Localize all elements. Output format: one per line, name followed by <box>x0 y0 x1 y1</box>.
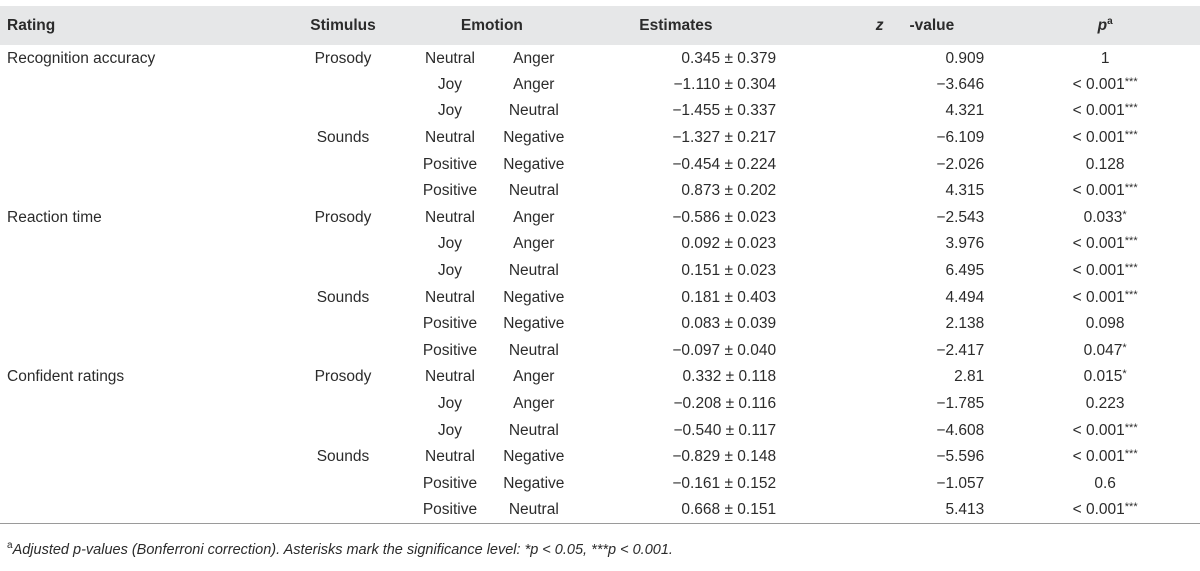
cell-stimulus: Sounds <box>316 448 370 466</box>
cell-stimulus <box>278 98 408 125</box>
cell-z-value-text: −2.026 <box>936 155 985 173</box>
cell-z-value <box>794 391 1010 418</box>
cell-rating-text <box>0 342 7 359</box>
cell-z-value-text: 2.81 <box>954 368 985 386</box>
significance-stars: *** <box>1124 235 1138 248</box>
cell-stimulus <box>278 72 408 99</box>
cell-emotion-1: Joy <box>437 102 463 120</box>
table-row <box>0 151 1200 178</box>
cell-p-value <box>1010 497 1200 524</box>
p-value-text: < 0.001 <box>1072 75 1125 93</box>
significance-stars: *** <box>1124 448 1138 461</box>
p-value-text: 0.6 <box>1094 474 1116 492</box>
cell-emotion-2: Neutral <box>508 262 559 280</box>
cell-stimulus: Sounds <box>316 129 370 147</box>
cell-z-value-text: −3.646 <box>936 75 985 93</box>
cell-z-value-text: 0.909 <box>945 50 985 68</box>
cell-emotion-1: Neutral <box>425 288 475 306</box>
cell-emotion-1: Neutral <box>425 368 475 386</box>
cell-rating-text <box>0 422 7 439</box>
table-row <box>0 45 1200 72</box>
cell-rating-text <box>0 156 7 173</box>
cell-z-value <box>794 471 1010 498</box>
significance-stars: * <box>1122 208 1127 221</box>
table-body <box>0 45 1200 524</box>
cell-emotion-2: Negative <box>503 474 565 492</box>
cell-z-value <box>794 497 1010 524</box>
p-value-text: < 0.001 <box>1072 182 1125 200</box>
header-p-letter: p <box>1097 17 1108 35</box>
cell-estimate: 0.332 ± 0.118 <box>682 368 777 386</box>
cell-emotion-1: Neutral <box>425 208 475 226</box>
cell-rating <box>0 497 278 524</box>
header-emotion: Emotion <box>460 16 523 34</box>
cell-rating-text <box>0 235 7 252</box>
cell-rating-text <box>0 448 7 465</box>
cell-estimate: −1.110 ± 0.304 <box>673 75 777 93</box>
cell-p-value <box>1010 45 1200 72</box>
cell-estimate: −1.455 ± 0.337 <box>672 102 777 120</box>
cell-stimulus <box>278 497 408 524</box>
cell-stimulus <box>278 417 408 444</box>
table-row <box>0 311 1200 338</box>
cell-rating-text <box>0 102 7 119</box>
cell-p-value <box>1010 125 1200 152</box>
cell-emotion-1: Neutral <box>425 50 475 68</box>
cell-stimulus <box>278 231 408 258</box>
cell-z-value <box>794 417 1010 444</box>
cell-rating <box>0 391 278 418</box>
header-z-italic: z <box>875 16 884 34</box>
cell-p-value <box>1010 471 1200 498</box>
cell-emotion-2: Neutral <box>508 102 559 120</box>
cell-rating <box>0 178 278 205</box>
p-value-text: 0.033 <box>1083 208 1123 226</box>
cell-emotion-2: Negative <box>503 155 565 173</box>
table-row <box>0 258 1200 285</box>
cell-emotion-1: Neutral <box>425 448 475 466</box>
cell-z-value <box>794 205 1010 232</box>
cell-z-value-text: −2.543 <box>936 208 985 226</box>
cell-estimate: −0.454 ± 0.224 <box>672 155 777 173</box>
cell-p-value <box>1010 338 1200 365</box>
cell-z-value-text: −1.057 <box>936 474 985 492</box>
cell-stimulus: Prosody <box>314 208 372 226</box>
cell-rating-text <box>0 501 7 518</box>
table-row <box>0 338 1200 365</box>
table-row <box>0 444 1200 471</box>
cell-rating <box>0 231 278 258</box>
cell-rating <box>0 364 278 391</box>
cell-emotion-1: Positive <box>422 155 478 173</box>
cell-estimate: −0.540 ± 0.117 <box>673 421 777 439</box>
cell-z-value <box>794 231 1010 258</box>
cell-emotion-1: Joy <box>437 262 463 280</box>
table-row <box>0 205 1200 232</box>
table-row <box>0 497 1200 524</box>
cell-stimulus <box>278 471 408 498</box>
cell-emotion-2: Anger <box>513 208 555 226</box>
cell-emotion-2: Neutral <box>508 421 559 439</box>
cell-z-value-text: 4.315 <box>945 182 985 200</box>
cell-z-value-text: 2.138 <box>945 315 985 333</box>
cell-z-value <box>794 444 1010 471</box>
cell-z-value-text: −2.417 <box>936 341 985 359</box>
cell-p-value <box>1010 284 1200 311</box>
cell-rating <box>0 72 278 99</box>
cell-p-value <box>1010 151 1200 178</box>
header-z-value <box>794 6 1010 45</box>
cell-emotion-2: Negative <box>503 448 565 466</box>
significance-stars: *** <box>1124 501 1138 514</box>
cell-estimate: 0.181 ± 0.403 <box>681 288 777 306</box>
header-row <box>0 6 1200 45</box>
cell-estimate: −0.097 ± 0.040 <box>672 341 777 359</box>
cell-stimulus <box>278 391 408 418</box>
cell-z-value-text: 3.976 <box>945 235 985 253</box>
cell-z-value-text: 4.321 <box>945 102 985 120</box>
p-value-text: < 0.001 <box>1072 129 1125 147</box>
cell-z-value <box>794 72 1010 99</box>
header-p <box>1010 6 1200 45</box>
table-header <box>0 6 1200 45</box>
cell-z-value <box>794 178 1010 205</box>
p-value-text: 0.015 <box>1083 368 1123 386</box>
table-row <box>0 72 1200 99</box>
p-value-text: < 0.001 <box>1072 262 1125 280</box>
table-row <box>0 98 1200 125</box>
cell-estimate: −1.327 ± 0.217 <box>672 129 777 147</box>
cell-p-value <box>1010 364 1200 391</box>
header-p-superscript: a <box>1107 15 1113 27</box>
cell-rating <box>0 284 278 311</box>
significance-stars: * <box>1122 341 1127 354</box>
cell-emotion-2: Negative <box>503 288 565 306</box>
p-value-text: < 0.001 <box>1072 288 1125 306</box>
cell-rating <box>0 258 278 285</box>
p-value-text: < 0.001 <box>1072 421 1125 439</box>
cell-p-value <box>1010 391 1200 418</box>
cell-emotion-2: Anger <box>513 395 555 413</box>
cell-z-value-text: −4.608 <box>936 421 985 439</box>
p-value-text: 1 <box>1100 50 1110 68</box>
cell-rating-text <box>0 315 7 332</box>
cell-p-value <box>1010 231 1200 258</box>
cell-rating <box>0 311 278 338</box>
cell-z-value-text: 4.494 <box>945 288 985 306</box>
significance-stars: *** <box>1124 102 1138 115</box>
cell-rating-text <box>0 289 7 306</box>
cell-emotion-1: Positive <box>422 315 478 333</box>
cell-p-value <box>1010 178 1200 205</box>
cell-z-value-text: −1.785 <box>936 395 985 413</box>
cell-rating-text <box>0 475 7 492</box>
cell-emotion-1: Positive <box>422 182 478 200</box>
cell-rating <box>0 471 278 498</box>
cell-z-value <box>794 284 1010 311</box>
p-value-text: 0.098 <box>1085 315 1125 333</box>
cell-p-value <box>1010 444 1200 471</box>
cell-z-value <box>794 125 1010 152</box>
p-value-text: < 0.001 <box>1072 102 1125 120</box>
table-row <box>0 231 1200 258</box>
cell-z-value-text: 6.495 <box>945 262 985 280</box>
footnote-marker: a <box>7 540 13 551</box>
cell-estimate: 0.668 ± 0.151 <box>576 497 794 524</box>
cell-emotion-2: Neutral <box>492 497 576 524</box>
cell-emotion-2: Anger <box>513 50 555 68</box>
header-stimulus: Stimulus <box>310 16 376 34</box>
table-row <box>0 178 1200 205</box>
cell-rating-text <box>0 76 7 93</box>
cell-emotion-2: Neutral <box>508 182 559 200</box>
cell-estimate: 0.345 ± 0.379 <box>681 50 777 68</box>
cell-z-value <box>794 45 1010 72</box>
p-value-text: < 0.001 <box>1072 501 1125 519</box>
significance-stars: *** <box>1124 288 1138 301</box>
cell-emotion-1: Joy <box>437 395 463 413</box>
significance-stars: * <box>1122 368 1127 381</box>
cell-emotion-1: Positive <box>422 341 478 359</box>
cell-emotion-1: Joy <box>437 421 463 439</box>
p-value-text: 0.223 <box>1085 395 1125 413</box>
p-value-text: 0.047 <box>1083 341 1123 359</box>
cell-rating-text: Recognition accuracy <box>7 50 156 68</box>
cell-estimate: 0.083 ± 0.039 <box>681 315 777 333</box>
cell-estimate: 0.151 ± 0.023 <box>681 262 777 280</box>
cell-rating-text <box>0 129 7 146</box>
cell-rating-text <box>0 262 7 279</box>
table-footnote <box>7 540 673 558</box>
cell-z-value <box>794 338 1010 365</box>
cell-emotion-2: Negative <box>503 129 565 147</box>
cell-z-value-text: −6.109 <box>936 129 985 147</box>
cell-emotion-1: Positive <box>422 474 478 492</box>
table-row <box>0 471 1200 498</box>
cell-stimulus <box>278 338 408 365</box>
cell-estimate: −0.208 ± 0.116 <box>673 395 777 413</box>
cell-emotion-2: Negative <box>503 315 565 333</box>
cell-emotion-2: Neutral <box>508 341 559 359</box>
cell-rating <box>0 45 278 72</box>
cell-emotion-2: Anger <box>513 75 555 93</box>
cell-emotion-1: Joy <box>437 235 463 253</box>
table-row <box>0 284 1200 311</box>
cell-emotion-2: Anger <box>513 368 555 386</box>
cell-emotion-2: Anger <box>513 235 555 253</box>
cell-z-value-text: 5.413 <box>945 501 985 519</box>
table-row <box>0 364 1200 391</box>
cell-p-value <box>1010 311 1200 338</box>
cell-z-value <box>794 98 1010 125</box>
cell-z-value <box>794 258 1010 285</box>
p-value-text: < 0.001 <box>1072 448 1125 466</box>
cell-z-value <box>794 151 1010 178</box>
header-z-rest: -value <box>909 16 955 34</box>
cell-rating <box>0 417 278 444</box>
significance-stars: *** <box>1124 75 1138 88</box>
cell-stimulus: Prosody <box>314 50 372 68</box>
cell-rating <box>0 151 278 178</box>
cell-stimulus: Prosody <box>314 368 372 386</box>
p-value-text: 0.128 <box>1085 155 1125 173</box>
cell-rating <box>0 205 278 232</box>
cell-p-value <box>1010 417 1200 444</box>
cell-estimate: −0.586 ± 0.023 <box>672 208 777 226</box>
cell-z-value <box>794 364 1010 391</box>
cell-estimate: 0.873 ± 0.202 <box>681 182 777 200</box>
cell-p-value <box>1010 72 1200 99</box>
table-row <box>0 417 1200 444</box>
cell-p-value <box>1010 98 1200 125</box>
cell-rating <box>0 338 278 365</box>
cell-rating-text <box>0 182 7 199</box>
cell-z-value <box>794 311 1010 338</box>
significance-stars: *** <box>1124 129 1138 142</box>
footnote-text: Adjusted p-values (Bonferroni correction). Asterisks mark the significance level: *p < 0.05, ***p < 0.001. <box>12 541 673 558</box>
cell-stimulus <box>278 151 408 178</box>
cell-z-value-text: −5.596 <box>936 448 985 466</box>
table-row <box>0 125 1200 152</box>
significance-stars: *** <box>1124 182 1138 195</box>
cell-stimulus <box>278 258 408 285</box>
cell-stimulus <box>278 311 408 338</box>
cell-rating <box>0 125 278 152</box>
p-value-text: < 0.001 <box>1072 235 1125 253</box>
significance-stars: *** <box>1124 262 1138 275</box>
statistics-table <box>0 6 1200 524</box>
cell-rating-text <box>0 395 7 412</box>
header-rating: Rating <box>7 16 56 34</box>
cell-estimate: −0.161 ± 0.152 <box>672 474 777 492</box>
cell-rating <box>0 444 278 471</box>
cell-stimulus: Sounds <box>316 288 370 306</box>
cell-estimate: 0.092 ± 0.023 <box>681 235 777 253</box>
cell-estimate: −0.829 ± 0.148 <box>672 448 777 466</box>
cell-p-value <box>1010 258 1200 285</box>
cell-p-value <box>1010 205 1200 232</box>
header-estimates: Estimates <box>639 16 713 34</box>
cell-emotion-1: Neutral <box>425 129 475 147</box>
cell-rating-text: Confident ratings <box>7 368 125 386</box>
cell-rating <box>0 98 278 125</box>
cell-rating-text: Reaction time <box>7 208 102 226</box>
cell-emotion-1: Positive <box>408 497 492 524</box>
table-row <box>0 391 1200 418</box>
cell-emotion-1: Joy <box>437 75 463 93</box>
cell-stimulus <box>278 178 408 205</box>
significance-stars: *** <box>1124 421 1138 434</box>
